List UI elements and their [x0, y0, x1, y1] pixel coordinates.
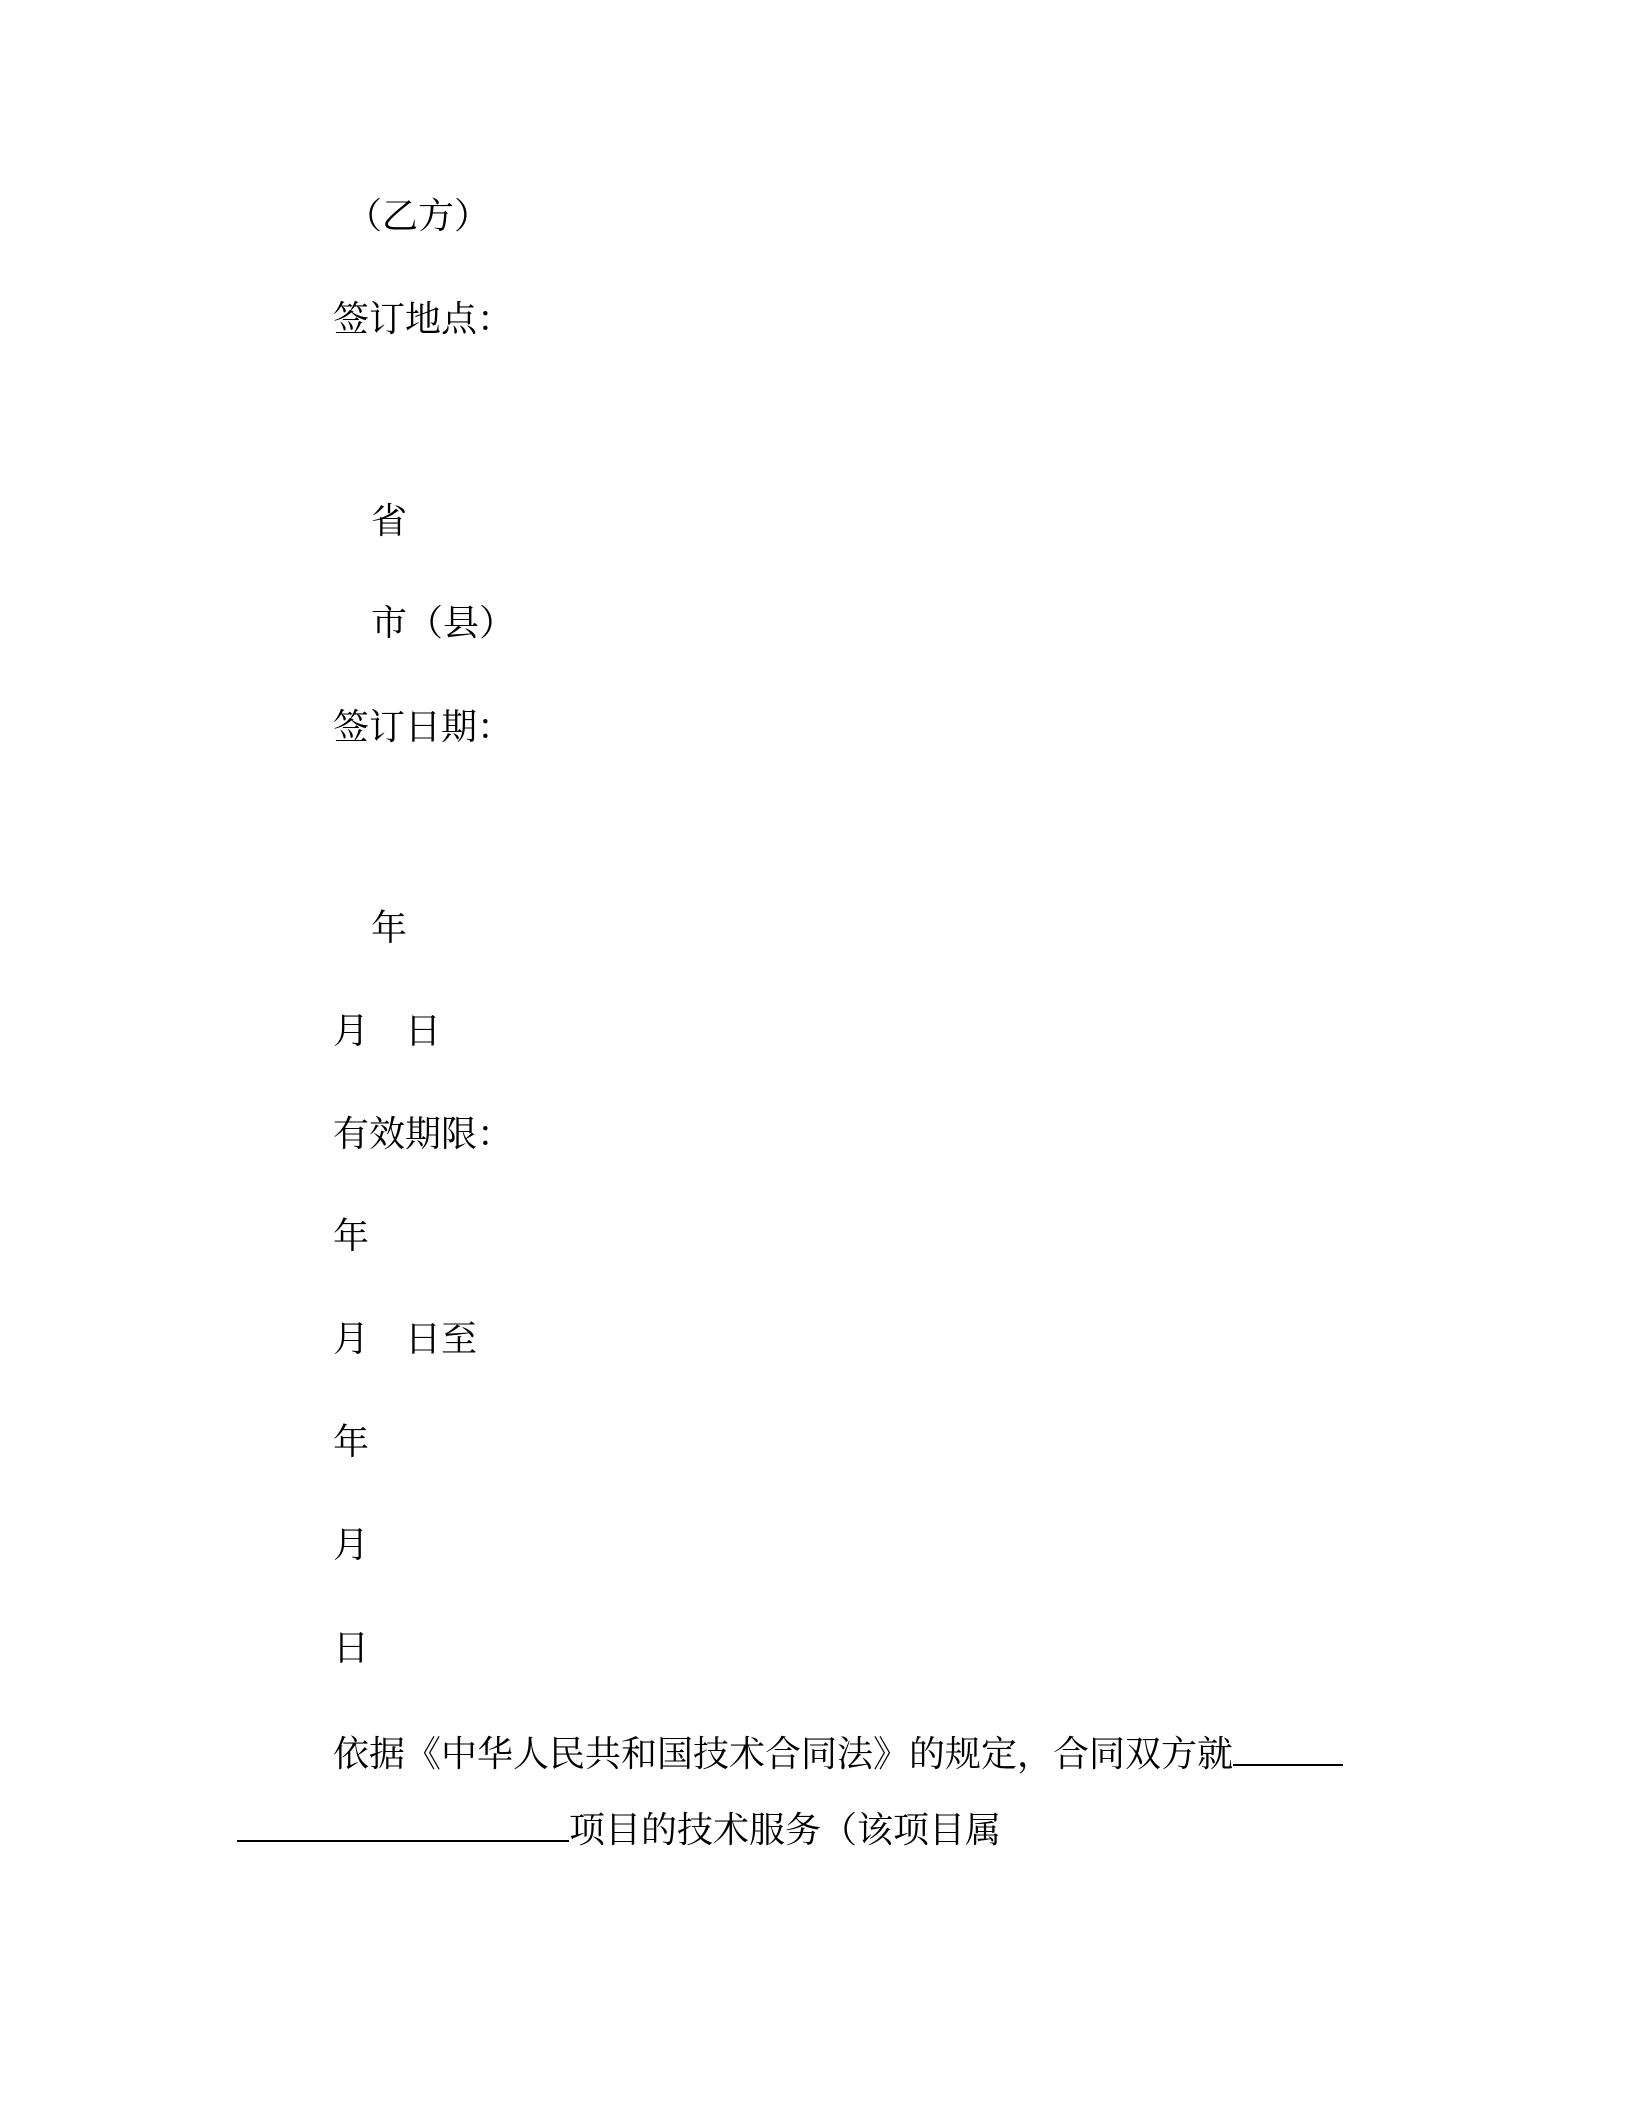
paragraph-line-1	[333, 1730, 1343, 1777]
signing-place-label: 签订地点：	[333, 299, 514, 340]
project-name-blank-2	[237, 1806, 569, 1842]
validity-start-month-day-label: 月 日至	[333, 1319, 478, 1360]
validity-end-month-label: 月	[333, 1525, 370, 1566]
paragraph-line-2	[237, 1806, 1001, 1853]
validity-period-label: 有效期限：	[333, 1114, 514, 1155]
paragraph-line-1-text: 依据《中华人民共和国技术合同法》的规定，合同双方就	[333, 1734, 1234, 1775]
province-label: 省	[371, 501, 408, 542]
validity-end-year-label: 年	[333, 1422, 370, 1463]
signing-date-label: 签订日期：	[333, 707, 514, 748]
party-b-label: （乙方）	[346, 196, 491, 237]
validity-end-day-label: 日	[333, 1628, 370, 1669]
signing-month-day-label: 月 日	[333, 1011, 442, 1052]
paragraph-line-2-text: 项目的技术服务（该项目属	[569, 1810, 1002, 1851]
project-name-blank-1	[1233, 1730, 1343, 1766]
signing-year-label: 年	[371, 908, 408, 949]
city-county-label: 市（县）	[371, 603, 516, 644]
validity-start-year-label: 年	[333, 1216, 370, 1257]
